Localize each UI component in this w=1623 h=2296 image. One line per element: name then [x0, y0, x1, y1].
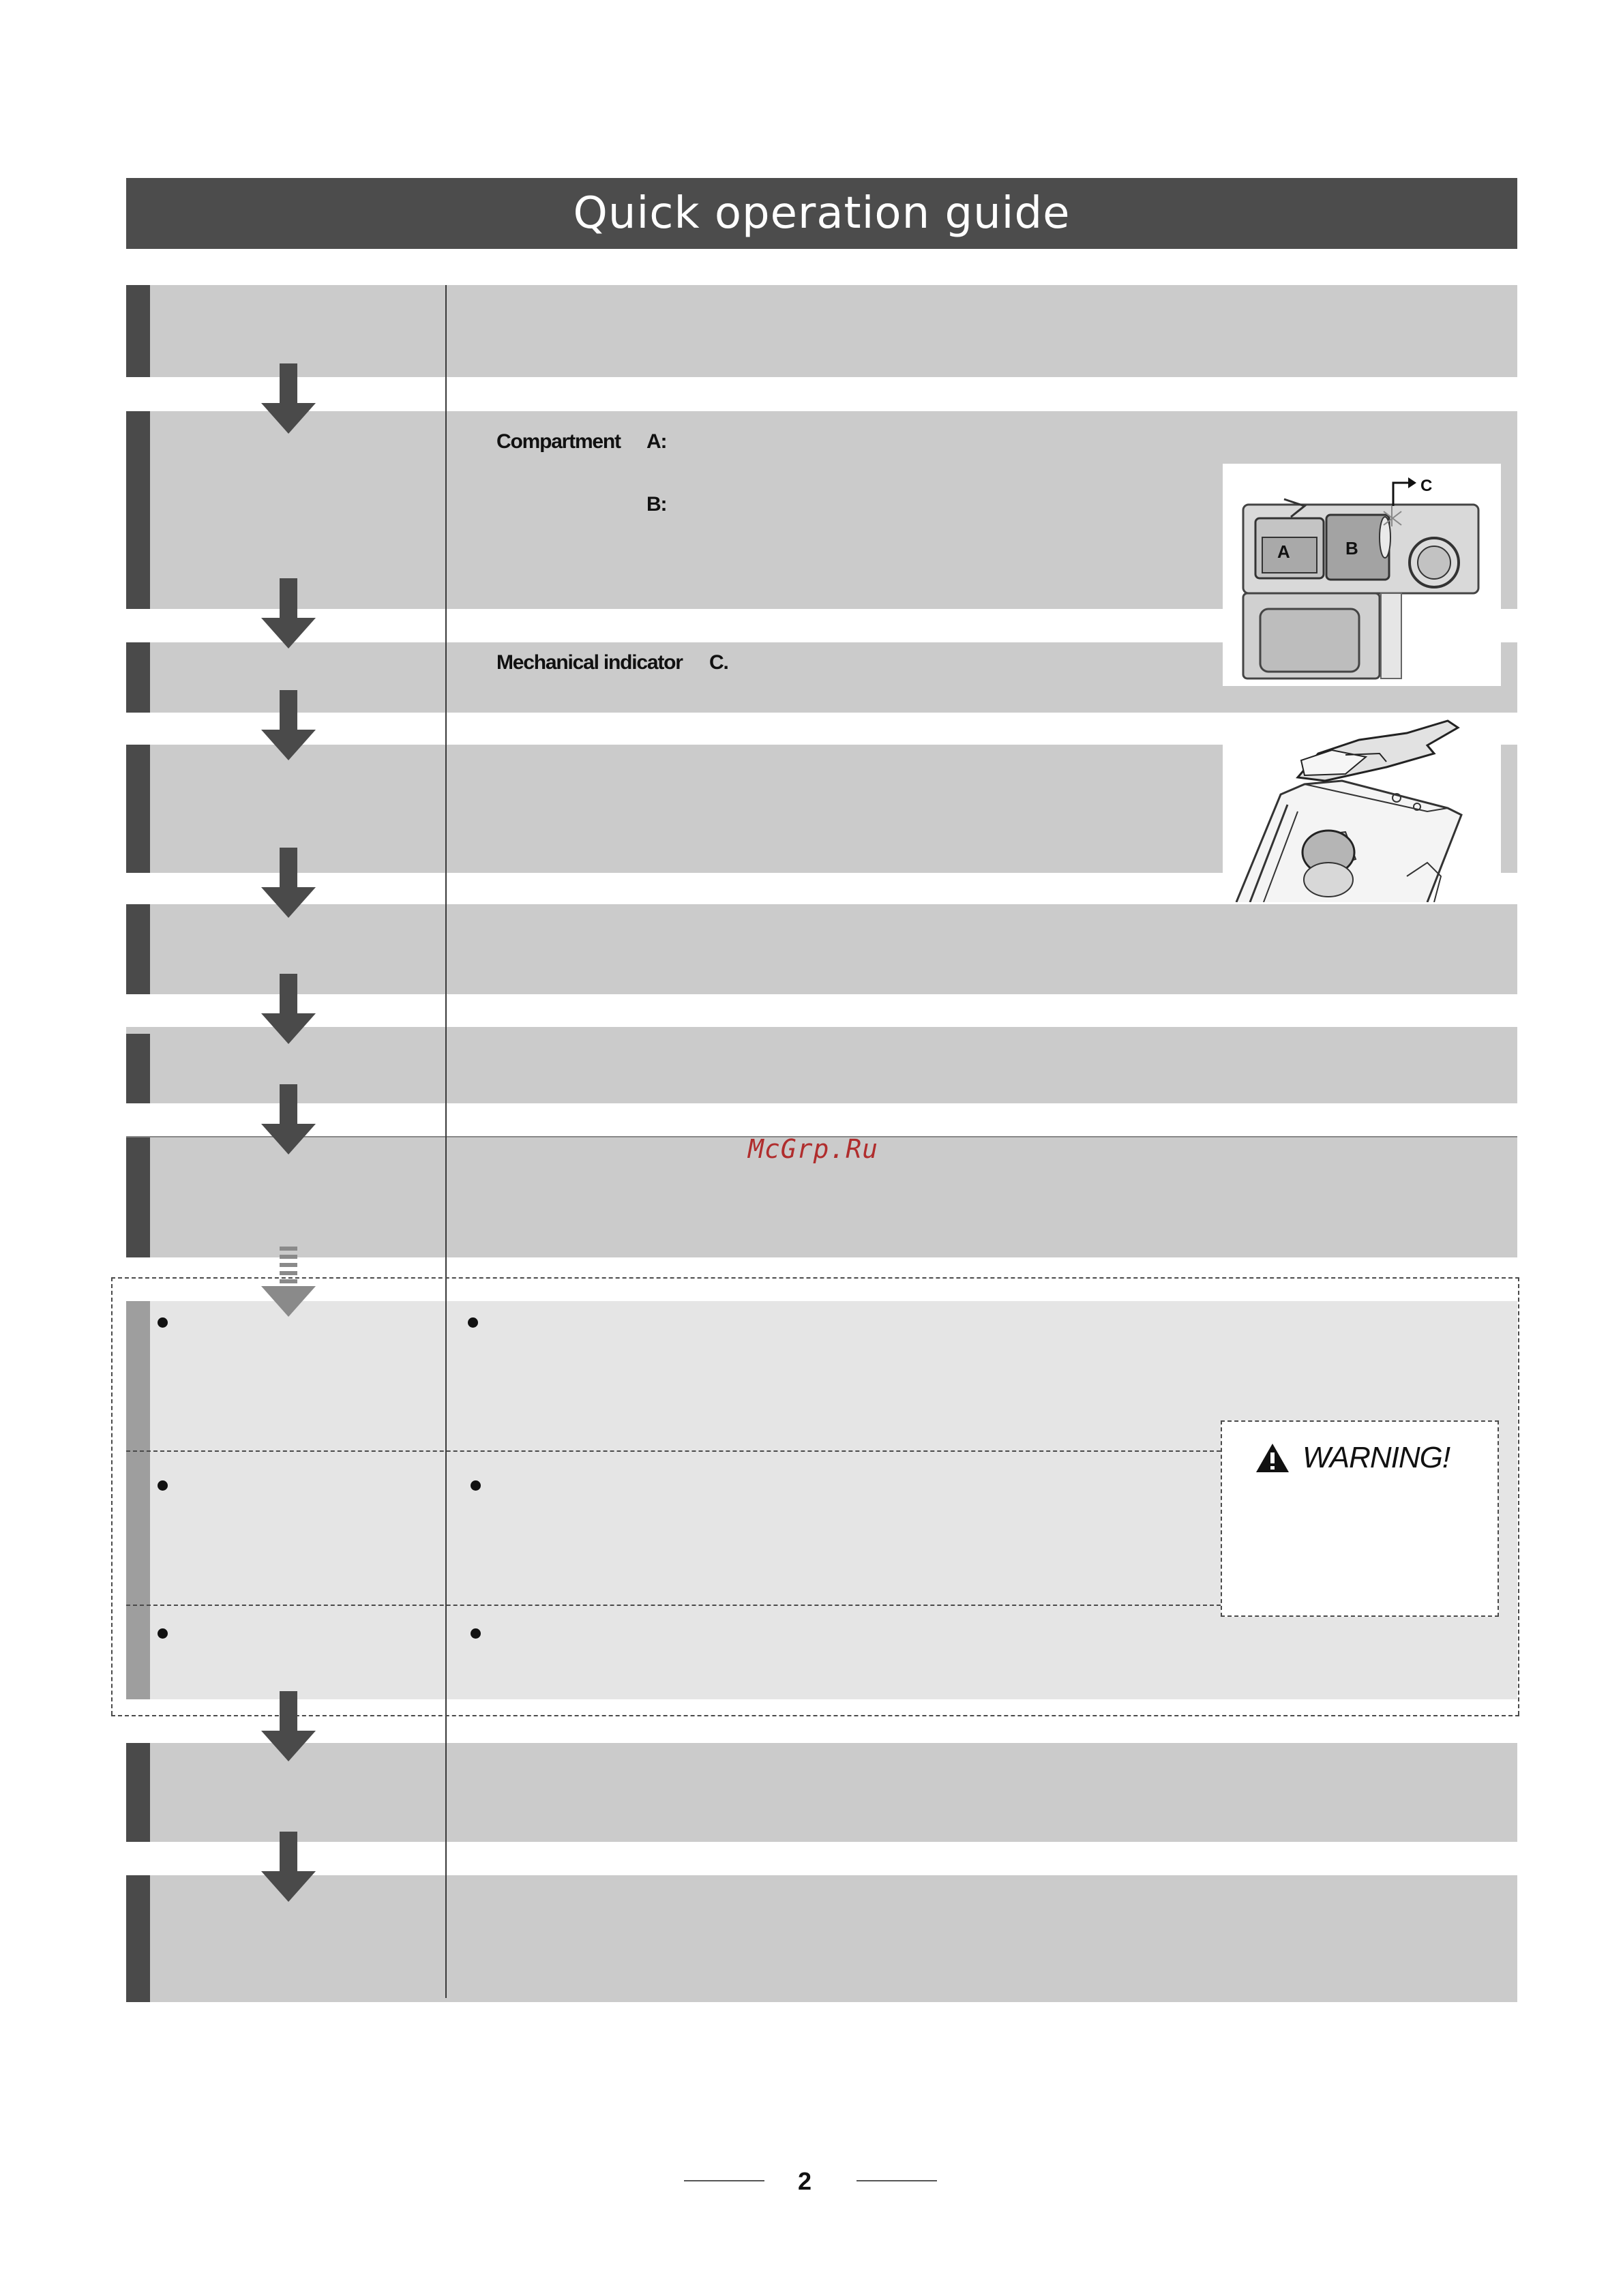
- compartment-a-label: A:: [646, 430, 667, 453]
- warning-title: WARNING!: [1302, 1441, 1450, 1474]
- option-border-top: [111, 1277, 1519, 1279]
- step-band-1: [126, 285, 1517, 377]
- mechanical-indicator-label: Mechanical indicator: [496, 651, 683, 674]
- down-arrow-icon: [261, 848, 316, 918]
- bullet: [158, 1480, 168, 1491]
- indicator-c-label: C.: [709, 651, 728, 674]
- option-row-divider: [126, 1605, 1221, 1606]
- watermark: McGrp.Ru: [748, 1134, 879, 1164]
- page-title: Quick operation guide: [126, 178, 1517, 249]
- bullet: [158, 1317, 168, 1328]
- step-tab: [126, 285, 150, 377]
- optional-step-arrow-icon: [261, 1247, 316, 1317]
- dispenser-figure: [1223, 464, 1501, 686]
- step-tab: [126, 1743, 150, 1842]
- down-arrow-icon: [261, 1084, 316, 1154]
- down-arrow-icon: [261, 974, 316, 1044]
- column-divider: [445, 285, 447, 1998]
- dispenser-label-c: C: [1420, 477, 1433, 495]
- step-tab: [126, 745, 150, 873]
- bullet: [468, 1317, 478, 1328]
- footer-rule-right: [857, 2180, 937, 2181]
- warning-box: [1221, 1420, 1499, 1617]
- dispenser-label-b: B: [1345, 538, 1358, 558]
- step-band-6: [126, 1027, 1517, 1103]
- hand-on-lid-drawing: [1223, 713, 1501, 902]
- compartment-b-label: B:: [646, 493, 667, 516]
- step-tab: [126, 1875, 150, 2002]
- dispenser-label-a: A: [1277, 541, 1290, 562]
- compartment-label: Compartment: [496, 430, 621, 453]
- footer-rule-left: [684, 2180, 764, 2181]
- bullet: [158, 1628, 168, 1639]
- step-tab: [126, 642, 150, 713]
- step-band-9: [126, 1875, 1517, 2002]
- lid-figure: [1223, 713, 1501, 902]
- step-band-8: [126, 1743, 1517, 1842]
- down-arrow-icon: [261, 690, 316, 760]
- page-number: 2: [798, 2167, 812, 2195]
- option-row-divider: [126, 1450, 1221, 1452]
- step-tab: [126, 904, 150, 994]
- option-border-left: [111, 1277, 113, 1715]
- down-arrow-icon: [261, 578, 316, 648]
- step-tab: [126, 1137, 150, 1257]
- warning-icon: [1255, 1442, 1290, 1474]
- step-tab: [126, 411, 150, 609]
- bullet: [471, 1480, 481, 1491]
- step-band-5: [126, 904, 1517, 994]
- option-tab: [126, 1301, 150, 1699]
- option-border-right: [1518, 1277, 1519, 1715]
- down-arrow-icon: [261, 1832, 316, 1902]
- step-tab: [126, 1034, 150, 1103]
- down-arrow-icon: [261, 1691, 316, 1761]
- bullet: [471, 1628, 481, 1639]
- option-border-bottom: [111, 1715, 1519, 1716]
- dispenser-drawing: [1223, 464, 1501, 686]
- down-arrow-icon: [261, 363, 316, 434]
